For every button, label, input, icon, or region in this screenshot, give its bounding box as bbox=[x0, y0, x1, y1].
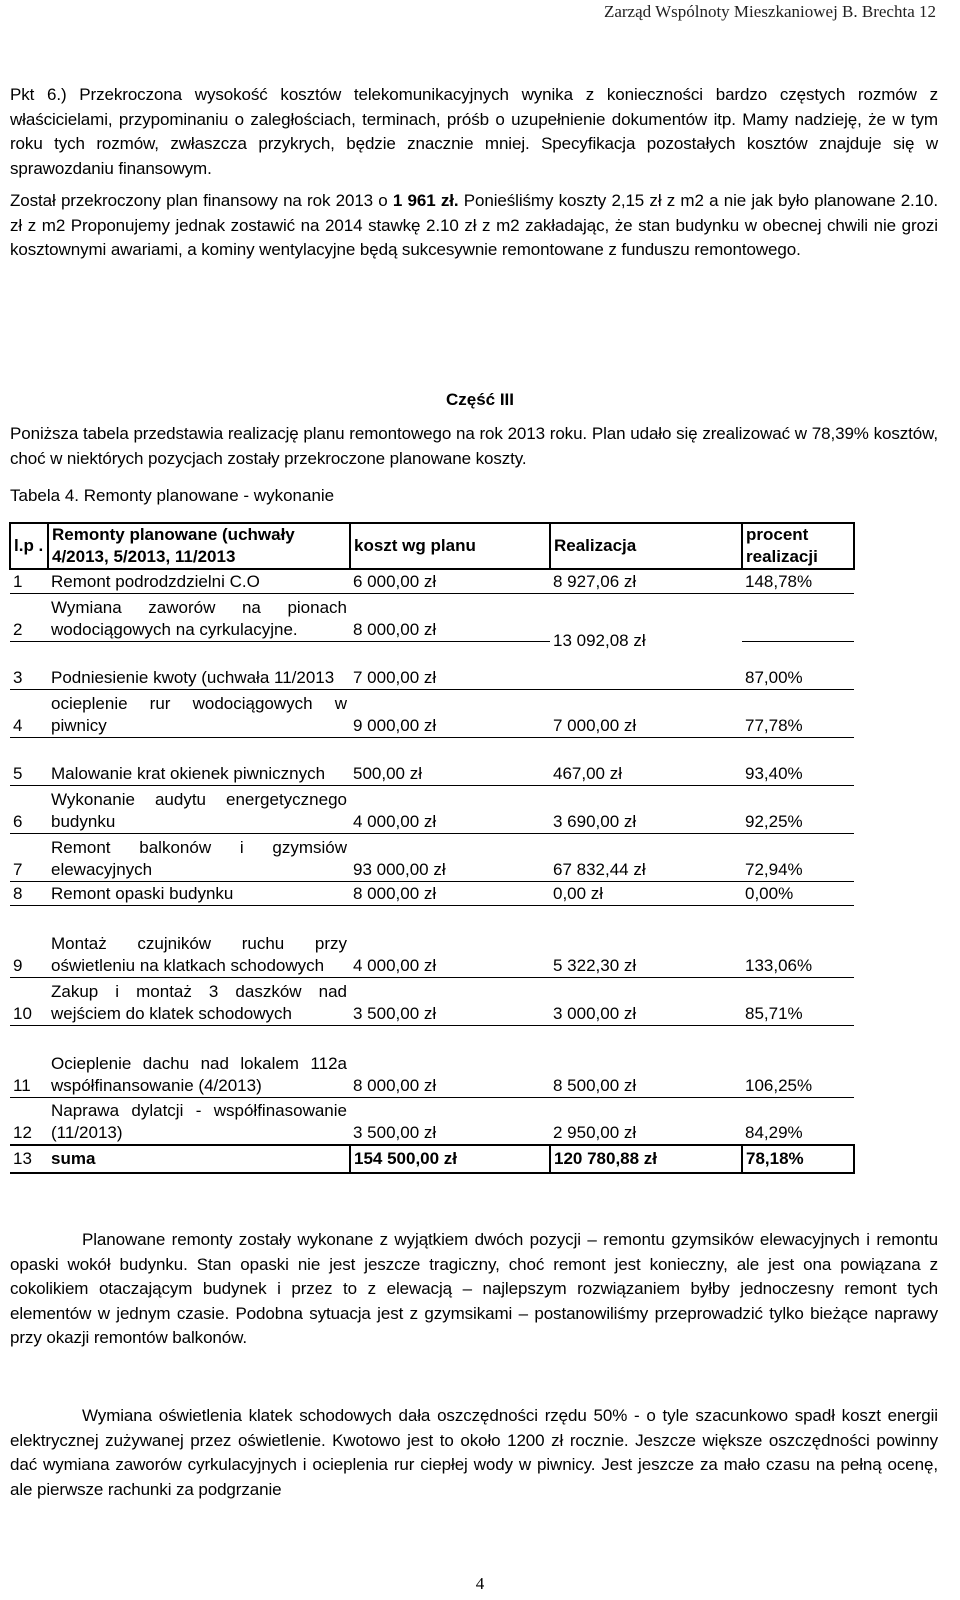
table-row bbox=[10, 689, 854, 737]
table-row bbox=[10, 785, 854, 833]
cell-plan: 8 000,00 zł bbox=[350, 1025, 550, 1097]
cell-name: ocieplenie rur wodociągowych w piwnicy bbox=[48, 689, 350, 737]
cell-name: Wykonanie audytu energetycznego budynku bbox=[48, 785, 350, 833]
table-row bbox=[10, 1025, 854, 1097]
cell-pct: 84,29% bbox=[742, 1097, 854, 1145]
cell-name: Malowanie krat okienek piwnicznych bbox=[48, 737, 350, 785]
cell-name: Wymiana zaworów na pionach wodociągowych na cyrkulacyjne. bbox=[48, 593, 350, 641]
table-row bbox=[10, 881, 854, 905]
cell-plan: 6 000,00 zł bbox=[350, 569, 550, 593]
table-row bbox=[10, 977, 854, 1025]
cell-real: 67 832,44 zł bbox=[550, 833, 742, 881]
header-real: Realizacja bbox=[550, 523, 742, 569]
cell-name: Podniesienie kwoty (uchwała 11/2013 bbox=[48, 641, 350, 689]
section-intro: Poniższa tabela przedstawia realizację planu remontowego na rok 2013 roku. Plan udało się zrealizować w 78,39% kosztów, choć w niektórych pozycjach zostały przekroczone planowane koszty. bbox=[10, 424, 938, 468]
cell-pct: 92,25% bbox=[742, 785, 854, 833]
table-row bbox=[10, 905, 854, 977]
table-row bbox=[10, 569, 854, 593]
table-header-row bbox=[10, 523, 854, 569]
cell-lp: 2 bbox=[10, 593, 48, 641]
cell-lp: 4 bbox=[10, 689, 48, 737]
cell-lp: 7 bbox=[10, 833, 48, 881]
costs-text: Ponieśliśmy koszty 2,15 zł z m2 a nie jak było planowane 2.10. zł z m2 Proponujemy jednak zostawić na 2014 stawkę 2.10 zł z m2 zakładając, że stan budynku w obecnej chwili nie grozi kosztownymi awariami, a kominy wentylacyjne będą sukcesywnie remontowane z funduszu remontowego. bbox=[10, 191, 939, 259]
cell-real: 7 000,00 zł bbox=[550, 689, 742, 737]
cell-plan: 4 000,00 zł bbox=[350, 905, 550, 977]
header-name: Remonty planowane (uchwały 4/2013, 5/2013, 11/2013 bbox=[48, 523, 350, 569]
cell-lp: 9 bbox=[10, 905, 48, 977]
exceeded-amount: 1 961 zł. bbox=[392, 191, 459, 210]
cell-real: 0,00 zł bbox=[550, 881, 742, 905]
cell-lp: 12 bbox=[10, 1097, 48, 1145]
cell-name: Remont balkonów i gzymsiów elewacyjnych bbox=[48, 833, 350, 881]
cell-real: 3 690,00 zł bbox=[550, 785, 742, 833]
cell-lp: 11 bbox=[10, 1025, 48, 1097]
cell-lp: 1 bbox=[10, 569, 48, 593]
page-number: 4 bbox=[475, 1574, 485, 1593]
intro-section bbox=[10, 83, 938, 333]
cell-pct: 77,78% bbox=[742, 689, 854, 737]
cell-plan: 7 000,00 zł bbox=[350, 641, 550, 689]
cell-name: Remont opaski budynku bbox=[48, 881, 350, 905]
sum-pct: 78,18% bbox=[742, 1145, 854, 1173]
cell-pct: 93,40% bbox=[742, 737, 854, 785]
cell-plan: 8 000,00 zł bbox=[350, 593, 550, 641]
cell-pct bbox=[742, 593, 854, 641]
summary-paragraph-2: Wymiana oświetlenia klatek schodowych dała oszczędności rzędu 50% - o tyle szacunkowo spadł koszt energii elektrycznej zużywanej przez oświetlenie. Kwotowo jest to około 1200 zł rocznie. Jeszcze większe oszczędności powinny dać wymiana zaworów cyrkulacyjnych i ocieplenia rur ciepłej wody w piwnicy. Jest jeszcze za mało czasu na pełną ocenę, ale pierwsze rachunki za podgrzanie bbox=[10, 1406, 938, 1499]
cell-lp: 8 bbox=[10, 881, 48, 905]
sum-plan: 154 500,00 zł bbox=[350, 1145, 550, 1173]
cell-pct: 133,06% bbox=[742, 905, 854, 977]
cell-plan: 93 000,00 zł bbox=[350, 833, 550, 881]
intro-paragraph-1: Pkt 6.) Przekroczona wysokość kosztów telekomunikacyjnych wynika z konieczności bardzo częstych rozmów z właścicielami, przypominaniu o zaległościach, terminach, próśb o uzupełnienie dokumentów itp. Mamy nadzieję, że w tym roku tych rozmów, zwłaszcza przykrych, będzie znacznie mniej. Specyfikacja pozostałych kosztów znajduje się w sprawozdaniu finansowym. bbox=[10, 85, 938, 178]
intro-paragraph-2 bbox=[10, 189, 938, 263]
cell-real: 8 500,00 zł bbox=[550, 1025, 742, 1097]
cell-real: 3 000,00 zł bbox=[550, 977, 742, 1025]
table-caption: Tabela 4. Remonty planowane - wykonanie bbox=[10, 486, 335, 505]
sum-real: 120 780,88 zł bbox=[550, 1145, 742, 1173]
cell-name: Remont podrodzdzielni C.O bbox=[48, 569, 350, 593]
cell-pct: 106,25% bbox=[742, 1025, 854, 1097]
cell-pct: 87,00% bbox=[742, 641, 854, 689]
header-plan: koszt wg planu bbox=[350, 523, 550, 569]
sum-name: suma bbox=[48, 1145, 350, 1173]
repairs-table bbox=[9, 522, 855, 1174]
sum-lp: 13 bbox=[10, 1145, 48, 1173]
cell-pct: 148,78% bbox=[742, 569, 854, 593]
cell-name: Naprawa dylatcji - współfinasowanie (11/2013) bbox=[48, 1097, 350, 1145]
header-pct: procent realizacji bbox=[742, 523, 854, 569]
cell-real: 13 092,08 zł bbox=[550, 593, 742, 689]
summary-paragraph-1: Planowane remonty zostały wykonane z wyjątkiem dwóch pozycji – remontu gzymsików elewacyjnych i remontu opaski wokół budynku. Stan opaski nie jest jeszcze tragiczny, choć remont jest konieczny, ale jest ona powiązana z cokolikiem otaczającym budynek i przez to z elewacją – najlepszym rozwiązaniem byłby jednoczesny remont tych elementów w jednym czasie. Podobna sytuacja jest z gzymsikami – postanowiliśmy przeprowadzić tylko bieżące naprawy przy okazji remontów balkonów. bbox=[10, 1230, 938, 1347]
cell-pct: 0,00% bbox=[742, 881, 854, 905]
cell-plan: 3 500,00 zł bbox=[350, 1097, 550, 1145]
table-row bbox=[10, 593, 854, 641]
table-row bbox=[10, 737, 854, 785]
cell-name: Ocieplenie dachu nad lokalem 112a współfinansowanie (4/2013) bbox=[48, 1025, 350, 1097]
cell-real: 8 927,06 zł bbox=[550, 569, 742, 593]
header-lp: l.p . bbox=[10, 523, 48, 569]
cell-plan: 4 000,00 zł bbox=[350, 785, 550, 833]
cell-pct: 85,71% bbox=[742, 977, 854, 1025]
cell-real: 2 950,00 zł bbox=[550, 1097, 742, 1145]
section-title: Część III bbox=[445, 390, 515, 409]
page-header: Zarząd Wspólnoty Mieszkaniowej B. Brechta 12 bbox=[603, 2, 936, 21]
plan-exceeded-text: Został przekroczony plan finansowy na rok 2013 o bbox=[10, 191, 393, 210]
table-row bbox=[10, 1097, 854, 1145]
cell-plan: 3 500,00 zł bbox=[350, 977, 550, 1025]
cell-lp: 10 bbox=[10, 977, 48, 1025]
sum-row bbox=[10, 1145, 854, 1173]
cell-lp: 3 bbox=[10, 641, 48, 689]
cell-name: Montaż czujników ruchu przy oświetleniu na klatkach schodowych bbox=[48, 905, 350, 977]
cell-real: 5 322,30 zł bbox=[550, 905, 742, 977]
table-row bbox=[10, 833, 854, 881]
cell-plan: 9 000,00 zł bbox=[350, 689, 550, 737]
cell-name: Zakup i montaż 3 daszków nad wejściem do klatek schodowych bbox=[48, 977, 350, 1025]
cell-real: 467,00 zł bbox=[550, 737, 742, 785]
cell-lp: 5 bbox=[10, 737, 48, 785]
cell-plan: 500,00 zł bbox=[350, 737, 550, 785]
cell-plan: 8 000,00 zł bbox=[350, 881, 550, 905]
cell-lp: 6 bbox=[10, 785, 48, 833]
cell-pct: 72,94% bbox=[742, 833, 854, 881]
